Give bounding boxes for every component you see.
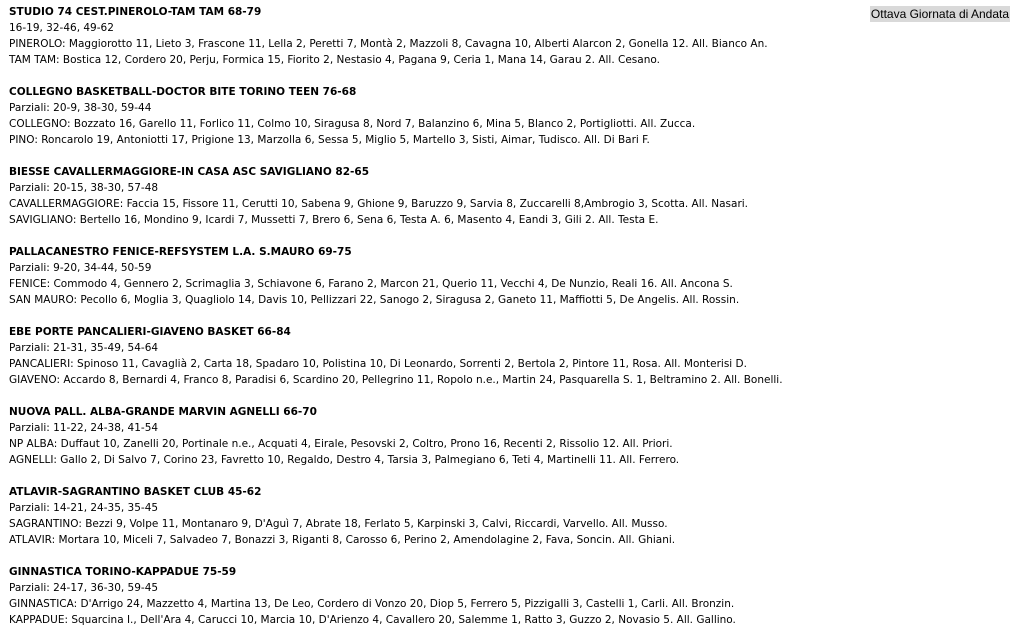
away-team-scorers: ATLAVIR: Mortara 10, Miceli 7, Salvadeo 7, Bonazzi 3, Riganti 8, Carosso 6, Perino 2, Amendolagine 2, Fava, Soncin. All. Ghiani. [9, 534, 676, 546]
away-team-scorers: SAN MAURO: Pecollo 6, Moglia 3, Quagliolo 14, Davis 10, Pellizzari 22, Sanogo 2, Siragusa 2, Ganeto 11, Maffiotti 5, De Angelis. All. Rossin. [9, 294, 740, 306]
game-results-list [9, 4, 859, 644]
game-title: BIESSE CAVALLERMAGGIORE-IN CASA ASC SAVIGLIANO 82-65 [9, 166, 369, 178]
home-team-scorers: SAGRANTINO: Bezzi 9, Volpe 11, Montanaro 9, D'Aguì 7, Abrate 18, Ferlato 5, Karpinski 3, Calvi, Riccardi, Varvello. All. Musso. [9, 518, 668, 530]
game-partials: Parziali: 14-21, 24-35, 35-45 [9, 502, 159, 514]
game-result [9, 244, 859, 324]
home-team-scorers: COLLEGNO: Bozzato 16, Garello 11, Forlico 11, Colmo 10, Siragusa 8, Nord 7, Balanzino 6, Mina 5, Blanco 2, Portigliotti. All. Zucca. [9, 118, 696, 130]
away-team-scorers: TAM TAM: Bostica 12, Cordero 20, Perju, Formica 15, Fiorito 2, Nestasio 4, Pagana 9, Ceria 1, Mana 14, Garau 2. All. Cesano. [9, 54, 660, 66]
game-result [9, 84, 859, 164]
game-result [9, 164, 859, 244]
game-title: NUOVA PALL. ALBA-GRANDE MARVIN AGNELLI 66-70 [9, 406, 317, 418]
game-title: EBE PORTE PANCALIERI-GIAVENO BASKET 66-84 [9, 326, 291, 338]
game-result [9, 324, 859, 404]
home-team-scorers: CAVALLERMAGGIORE: Faccia 15, Fissore 11, Cerutti 10, Sabena 9, Ghione 9, Baruzzo 9, Sarvia 8, Zuccarelli 8,Ambrogio 3, Scotta. All. Nasari. [9, 198, 749, 210]
home-team-scorers: PINEROLO: Maggiorotto 11, Lieto 3, Frascone 11, Lella 2, Peretti 7, Montà 2, Mazzoli 8, Cavagna 10, Alberti Alarcon 2, Gonella 12. All. Bianco An. [9, 38, 768, 50]
game-result [9, 564, 859, 644]
away-team-scorers: KAPPADUE: Squarcina I., Dell'Ara 4, Carucci 10, Marcia 10, D'Arienzo 4, Cavallero 20, Salemme 1, Ratto 3, Guzzo 2, Novasio 5. All. Gallino. [9, 614, 736, 626]
away-team-scorers: AGNELLI: Gallo 2, Di Salvo 7, Corino 23, Favretto 10, Regaldo, Destro 4, Tarsia 3, Palmegiano 6, Teti 4, Martinelli 11. All. Ferrero. [9, 454, 680, 466]
game-partials: Parziali: 24-17, 36-30, 59-45 [9, 582, 159, 594]
game-partials: Parziali: 20-9, 38-30, 59-44 [9, 102, 152, 114]
game-result [9, 484, 859, 564]
home-team-scorers: PANCALIERI: Spinoso 11, Cavaglià 2, Carta 18, Spadaro 10, Polistina 10, Di Leonardo, Sorrenti 2, Bertola 2, Pintore 11, Rosa. All. Monterisi D. [9, 358, 747, 370]
game-result [9, 404, 859, 484]
game-title: GINNASTICA TORINO-KAPPADUE 75-59 [9, 566, 237, 578]
game-partials: Parziali: 21-31, 35-49, 54-64 [9, 342, 159, 354]
game-title: ATLAVIR-SAGRANTINO BASKET CLUB 45-62 [9, 486, 262, 498]
home-team-scorers: GINNASTICA: D'Arrigo 24, Mazzetto 4, Martina 13, De Leo, Cordero di Vonzo 20, Diop 5, Ferrero 5, Pizzigalli 3, Castelli 1, Carli. All. Bronzin. [9, 598, 735, 610]
away-team-scorers: SAVIGLIANO: Bertello 16, Mondino 9, Icardi 7, Mussetti 7, Brero 6, Sena 6, Testa A. 6, Masento 4, Eandi 3, Gili 2. All. Testa E. [9, 214, 659, 226]
game-title: COLLEGNO BASKETBALL-DOCTOR BITE TORINO TEEN 76-68 [9, 86, 357, 98]
game-title: PALLACANESTRO FENICE-REFSYSTEM L.A. S.MAURO 69-75 [9, 246, 352, 258]
round-label: Ottava Giornata di Andata [870, 7, 1009, 21]
home-team-scorers: NP ALBA: Duffaut 10, Zanelli 20, Portinale n.e., Acquati 4, Eirale, Pesovski 2, Coltro, Prono 16, Recenti 2, Rissolio 12. All. Priori. [9, 438, 673, 450]
game-partials: Parziali: 20-15, 38-30, 57-48 [9, 182, 159, 194]
home-team-scorers: FENICE: Commodo 4, Gennero 2, Scrimaglia 3, Schiavone 6, Farano 2, Marcon 21, Querio 11, Vecchi 4, De Nunzio, Reali 16. All. Ancona S. [9, 278, 733, 290]
away-team-scorers: PINO: Roncarolo 19, Antoniotti 17, Prigione 13, Marzolla 6, Sessa 5, Miglio 5, Martello 3, Sisti, Aimar, Tudisco. All. Di Bari F. [9, 134, 650, 146]
game-title: STUDIO 74 CEST.PINEROLO-TAM TAM 68-79 [9, 6, 262, 18]
game-partials: Parziali: 11-22, 24-38, 41-54 [9, 422, 159, 434]
game-partials: Parziali: 9-20, 34-44, 50-59 [9, 262, 152, 274]
game-partials: 16-19, 32-46, 49-62 [9, 22, 114, 34]
away-team-scorers: GIAVENO: Accardo 8, Bernardi 4, Franco 8, Paradisi 6, Scardino 20, Pellegrino 11, Ropolo n.e., Martin 24, Pasquarella S. 1, Beltramino 2. All. Bonelli. [9, 374, 783, 386]
game-result [9, 4, 859, 84]
